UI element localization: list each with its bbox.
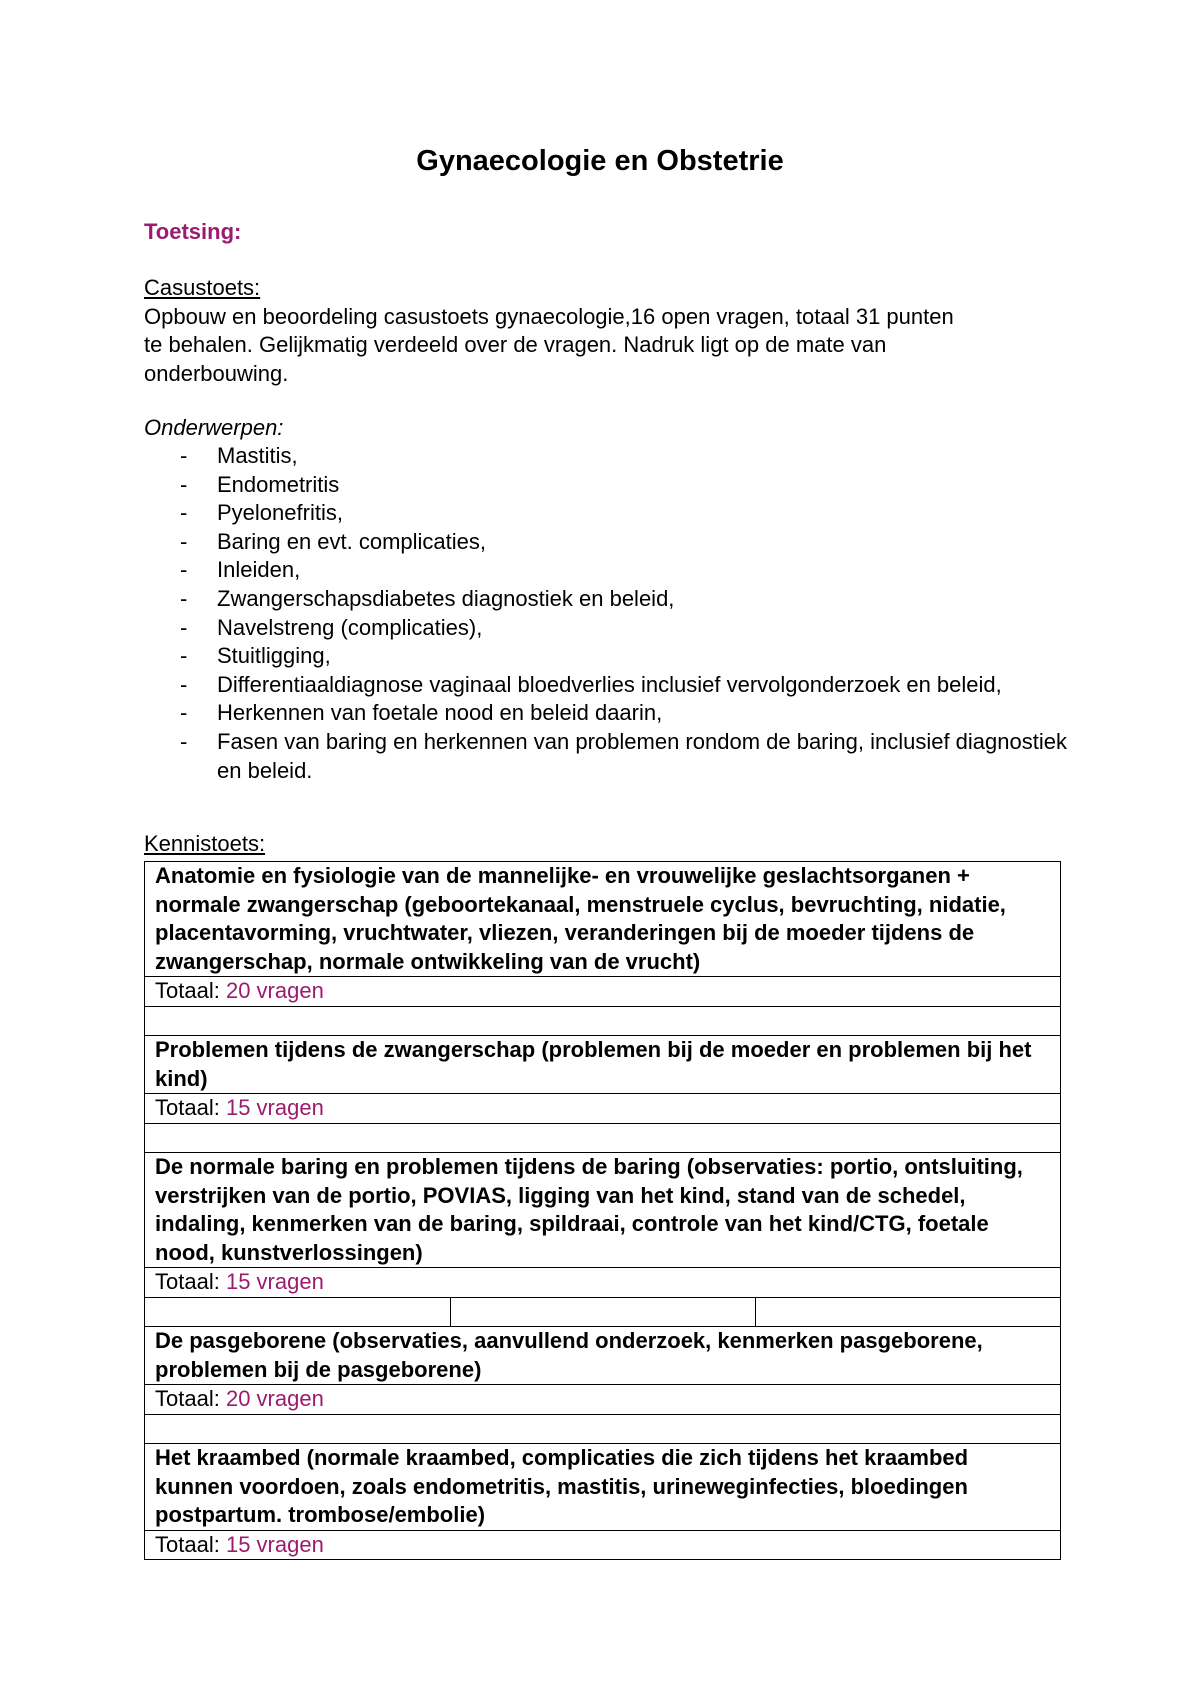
dash-bullet: - (180, 700, 188, 726)
table-row (145, 1094, 1061, 1124)
table-row (145, 1385, 1061, 1415)
list-item: - Baring en evt. complicaties, (144, 528, 1074, 557)
list-item: - Herkennen van foetale nood en beleid daarin, (144, 699, 1074, 728)
topic-cell: Problemen tijdens de zwangerschap (problemen bij de moeder en problemen bij het kind) (145, 1036, 1061, 1094)
onderwerpen-list (144, 442, 1074, 785)
topic-cell: De normale baring en problemen tijdens de baring (observaties: portio, ontsluiting, verstrijken van de portio, POVIAS, ligging van het kind, stand van de schedel, indaling, kenmerken van de baring, spildraai, controle van het kind/CTG, foetale nood, kunstverlossingen) (145, 1153, 1061, 1268)
topic-cell: Anatomie en fysiologie van de mannelijke- en vrouwelijke geslachtsorganen + normale zwangerschap (geboortekanaal, menstruele cyclus, bevruchting, nidatie, placentavorming, vruchtwater, vliezen, veranderingen bij de moeder tijdens de zwangerschap, normale ontwikkeling van de vrucht) (145, 862, 1061, 977)
list-item: - Endometritis (144, 471, 1074, 500)
table-row-empty (145, 1414, 1061, 1444)
dash-bullet: - (180, 528, 188, 554)
casustoets-block (144, 274, 1064, 388)
table-row (145, 977, 1061, 1007)
casustoets-line: Opbouw en beoordeling casustoets gynaecologie,16 open vragen, totaal 31 punten (144, 303, 954, 329)
dash-bullet: - (180, 471, 188, 497)
table-row (145, 1327, 1061, 1385)
casustoets-label: Casustoets: (144, 275, 261, 300)
table-row (145, 862, 1061, 977)
total-value: 15 vragen (225, 1095, 324, 1120)
total-cell: Totaal: 20 vragen (145, 1385, 1061, 1415)
section-heading: Toetsing: (144, 219, 242, 244)
total-cell: Totaal: 15 vragen (145, 1094, 1061, 1124)
total-cell: Totaal: 20 vragen (145, 977, 1061, 1007)
total-cell: Totaal: 15 vragen (145, 1530, 1061, 1560)
total-value: 20 vragen (225, 1386, 324, 1411)
kennistoets-table (144, 861, 1061, 1560)
dash-bullet: - (180, 557, 188, 583)
dash-bullet: - (180, 643, 188, 669)
dash-bullet: - (180, 500, 188, 526)
total-value: 15 vragen (225, 1269, 324, 1294)
list-item: - Stuitligging, (144, 642, 1074, 671)
casustoets-line: onderbouwing. (144, 360, 289, 386)
list-item: - Pyelonefritis, (144, 499, 1074, 528)
table-row-empty (145, 1006, 1061, 1036)
kennistoets-label: Kennistoets: (144, 831, 266, 856)
list-item: - Mastitis, (144, 442, 1074, 471)
table-row-empty (145, 1123, 1061, 1153)
table-row (145, 1153, 1061, 1268)
table-row-empty (145, 1297, 1061, 1327)
dash-bullet: - (180, 443, 188, 468)
dash-bullet: - (180, 728, 188, 754)
list-item: - Inleiden, (144, 556, 1074, 585)
table-row (145, 1268, 1061, 1298)
page-title: Gynaecologie en Obstetrie (416, 145, 784, 177)
table-row (145, 1036, 1061, 1094)
topic-cell: De pasgeborene (observaties, aanvullend onderzoek, kenmerken pasgeborene, problemen bij de pasgeborene) (145, 1327, 1061, 1385)
list-item: - Zwangerschapsdiabetes diagnostiek en beleid, (144, 585, 1074, 614)
list-item: - Differentiaaldiagnose vaginaal bloedverlies inclusief vervolgonderzoek en beleid, (144, 671, 1074, 700)
total-cell: Totaal: 15 vragen (145, 1268, 1061, 1298)
topic-cell: Het kraambed (normale kraambed, complicaties die zich tijdens het kraambed kunnen voordoen, zoals endometritis, mastitis, urineweginfecties, bloedingen postpartum. trombose/embolie) (145, 1444, 1061, 1531)
onderwerpen-label: Onderwerpen: (144, 415, 284, 440)
table-row (145, 1444, 1061, 1531)
dash-bullet: - (180, 614, 188, 640)
casustoets-line: te behalen. Gelijkmatig verdeeld over de vragen. Nadruk ligt op de mate van (144, 332, 887, 357)
list-item: - Fasen van baring en herkennen van problemen rondom de baring, inclusief diagnostiek en beleid. (180, 728, 1067, 783)
dash-bullet: - (180, 585, 188, 611)
list-item: - Navelstreng (complicaties), (144, 614, 1074, 643)
table-row (145, 1530, 1061, 1560)
dash-bullet: - (180, 671, 188, 697)
total-value: 15 vragen (225, 1531, 324, 1557)
total-value: 20 vragen (225, 978, 324, 1003)
